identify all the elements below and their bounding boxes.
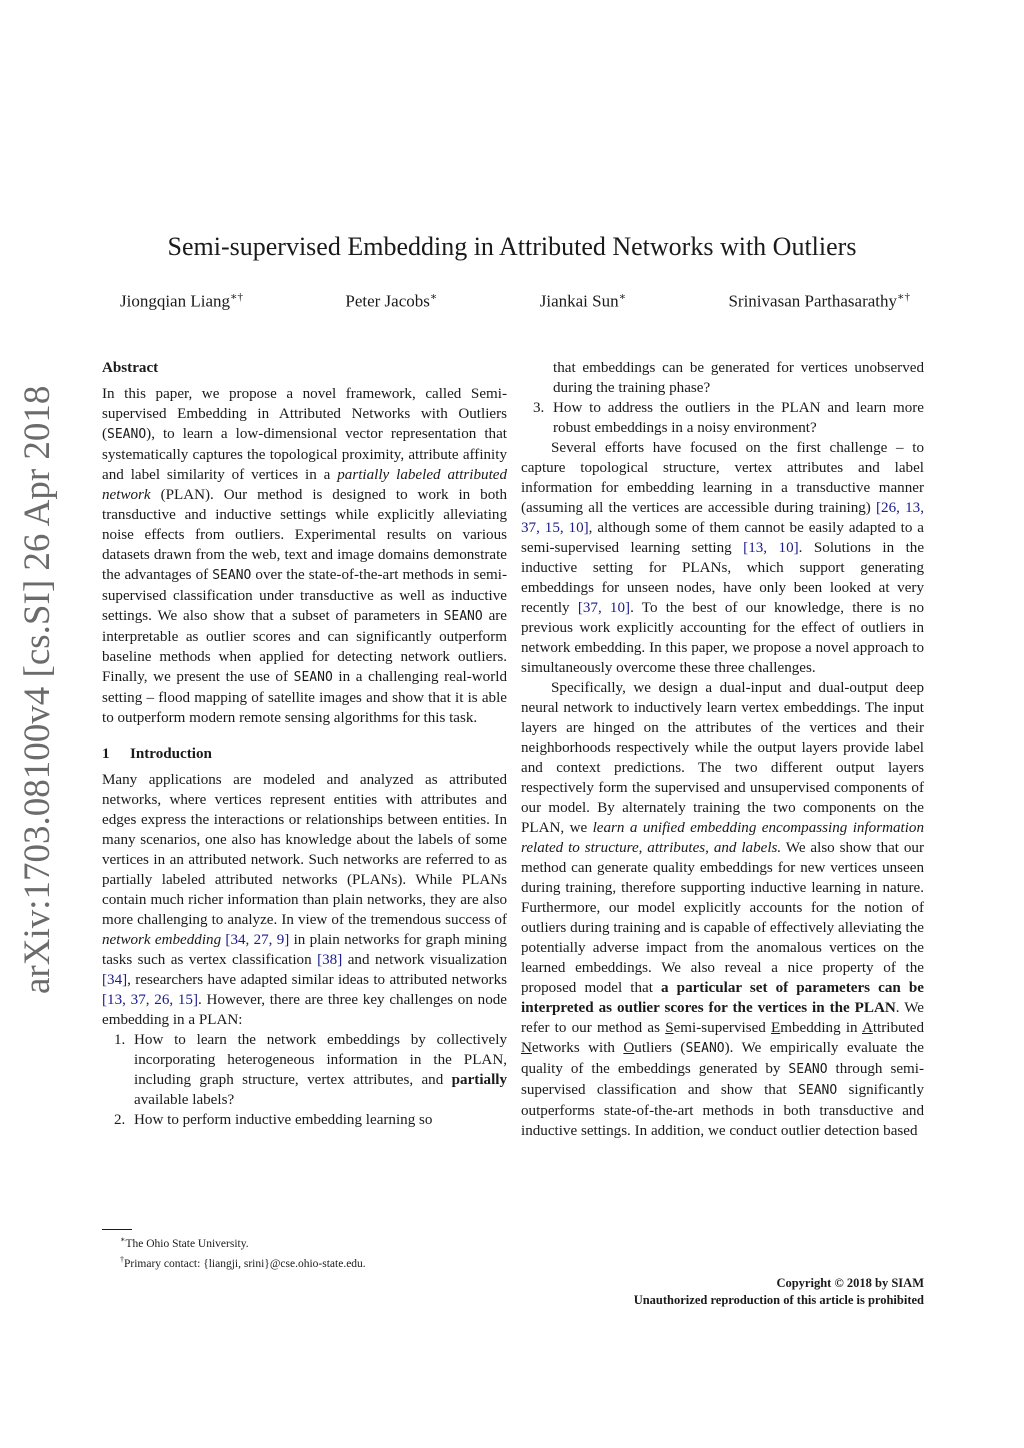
footnote: ∗The Ohio State University. (120, 1235, 249, 1250)
section-heading-introduction: 1 Introduction (102, 746, 212, 762)
challenge-list-continued (521, 398, 924, 438)
citation[interactable]: [38] (317, 952, 343, 968)
citation[interactable]: [13, 37, 26, 15] (102, 992, 199, 1008)
list-item: 3. How to address the outliers in the PLAN and learn more robust embeddings in a noisy environment? (533, 400, 924, 436)
footnote-divider (102, 1229, 132, 1230)
left-column (102, 358, 507, 1130)
paper-title: Semi-supervised Embedding in Attributed Networks with Outliers (167, 232, 857, 261)
intro-paragraph: Many applications are modeled and analyzed as attributed networks, where vertices represent entities with attributes and edges express the interactions or relationships between entities. In many scenarios, one also has knowledge about the labels of some vertices in an attributed network. Such networks are referred to as partially labeled attributed networks (PLANs). While PLANs contain much richer information than plain networks, they are also more challenging to analyze. In view of the tremendous success of network embedding [34, 27, 9] in plain networks for graph mining tasks such as vertex classification [38] and network visualization [34], researchers have adapted similar ideas to attributed networks [13, 37, 26, 15]. However, there are three key challenges on node embedding in a PLAN: (102, 772, 507, 1028)
body-paragraph: Specifically, we design a dual-input and dual-output deep neural network to inductively learn vertex embeddings. The input layers are hinged on the attributes of the vertices and their neighborhoods respectively while the output layers provide label and context predictions. The two different output layers respectively form the supervised and unsupervised components of our model. By alternately training the two components on the PLAN, we learn a unified embedding encompassing information related to structure, attributes, and labels. We also show that our method can generate quality embeddings for new vertices unseen during training, therefore supporting inductive learning in nature. Furthermore, our model explicitly accounts for the notion of outliers during training and is capable of effectively alleviating the potentially adverse impact from the anomalous vertices on the learned embeddings. We also reveal a nice property of the proposed model that a particular set of parameters can be interpreted as outlier scores for the vertices in the PLAN. We refer to our method as Semi-supervised Embedding in Attributed Networks with Outliers (SEANO). We empirically evaluate the quality of the embeddings generated by SEANO through semi-supervised classification and show that SEANO significantly outperforms state-of-the-art methods in both transductive and inductive settings. In addition, we conduct outlier detection based (521, 680, 925, 1139)
footnote: †Primary contact: {liangji, srini}@cse.ohio-state.edu. (120, 1254, 366, 1270)
copyright-notice: Copyright © 2018 by SIAM Unauthorized reproduction of this article is prohibited (633, 1276, 924, 1307)
abstract-text: In this paper, we propose a novel framework, called Semi-supervised Embedding in Attributed Networks with Outliers (SEANO), to learn a low-dimensional vector representation that systematically captures the topological proximity, attribute affinity and label similarity of vertices in a partially labeled attributed network (PLAN). Our method is designed to work in both transductive and inductive settings while explicitly alleviating noise effects from outliers. Experimental results on various datasets drawn from the web, text and image domains demonstrate the advantages of SEANO over the state-of-the-art methods in semi-supervised classification under transductive as well as inductive settings. We also show that a subset of parameters in SEANO are interpretable as outlier scores and can significantly outperform baseline methods when applied for detecting network outliers. Finally, we present the use of SEANO in a challenging real-world setting – flood mapping of satellite images and show that it is able to outperform modern remote sensing algorithms for this task. (102, 386, 508, 726)
challenge-list (102, 1030, 507, 1130)
author: Srinivasan Parthasarathy∗† (728, 291, 910, 311)
right-column (521, 358, 924, 1141)
citation[interactable]: [37, 10] (577, 600, 631, 616)
author: Peter Jacobs∗ (345, 291, 438, 311)
body-paragraph: Several efforts have focused on the first challenge – to capture topological structure, vertex attributes and label information for embedding learning in a transductive manner (assuming all the vertices are accessible during training) [26, 13, 37, 15, 10], although some of them cannot be easily adapted to a semi-supervised learning setting [13, 10]. Solutions in the inductive setting for PLANs, which support generating embeddings for unseen nodes, have only been looked at very recently [37, 10]. To the best of our knowledge, there is no previous work explicitly accounting for the effect of outliers in network embedding. In this paper, we propose a novel approach to simultaneously overcome these three challenges. (521, 440, 925, 676)
author: Jiankai Sun∗ (539, 291, 627, 311)
citation[interactable]: [34] (102, 972, 128, 988)
citation[interactable]: [34, 27, 9] (225, 932, 290, 948)
author-list (120, 290, 910, 312)
footnotes (102, 1229, 507, 1272)
abstract-heading: Abstract (102, 360, 159, 376)
list-item: 1. How to learn the network embeddings by collectively incorporating heterogeneous information in the PLAN, including graph structure, vertex attributes, and partially available labels? (114, 1032, 507, 1108)
citation[interactable]: [13, 10] (743, 540, 799, 556)
author: Jiongqian Liang∗† (120, 291, 243, 311)
list-item-continuation: that embeddings can be generated for vertices unobserved during the training phase? (553, 360, 924, 396)
list-item: 2. How to perform inductive embedding learning so (114, 1112, 433, 1128)
arxiv-identifier-stamp: arXiv:1703.08100v4 [cs.SI] 26 Apr 2018 (17, 385, 58, 994)
citation[interactable]: [26, 13, 37, 15, 10] (521, 500, 924, 536)
